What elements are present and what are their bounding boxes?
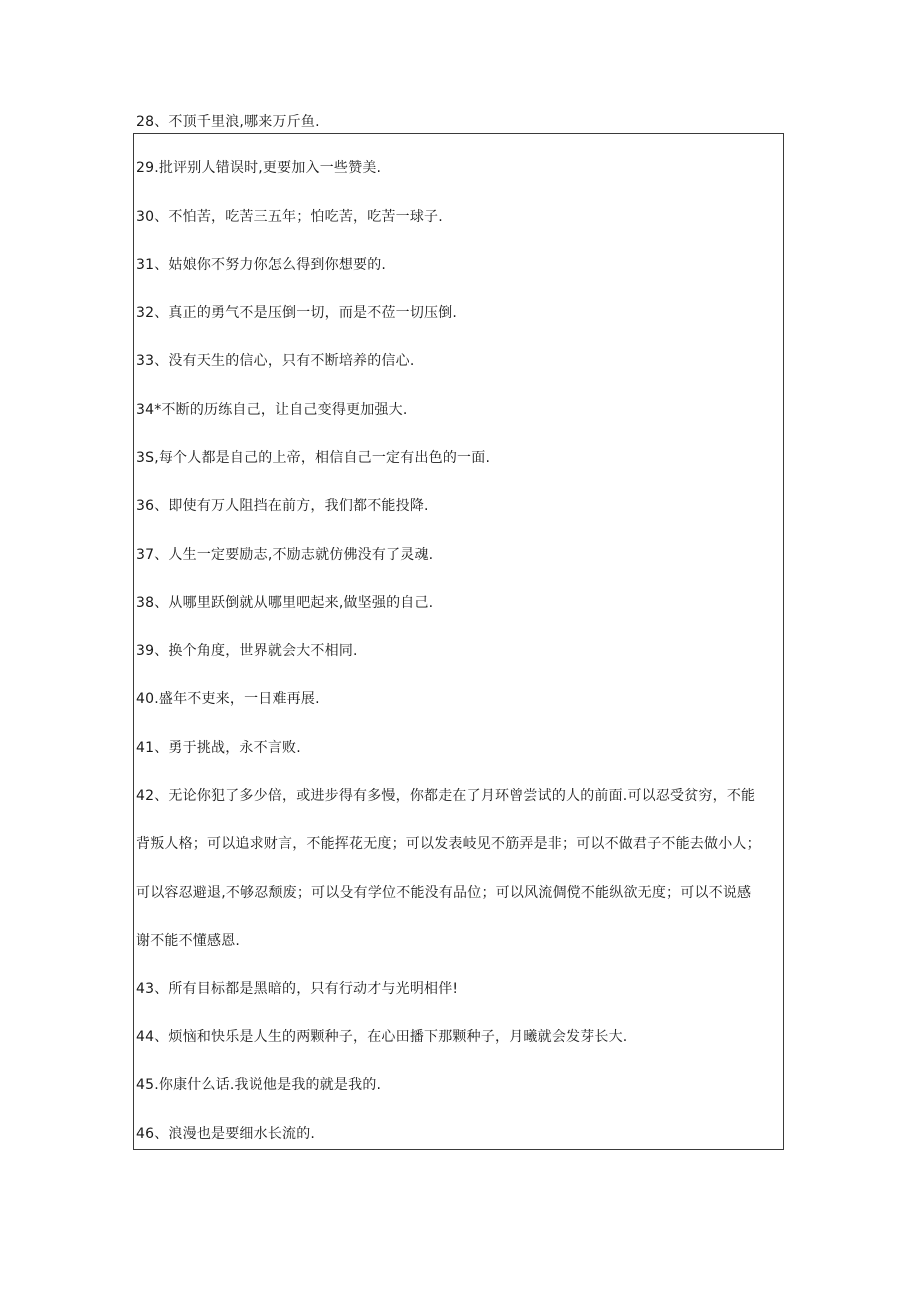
quote-37: 37、人生一定要励志,不励志就仿佛没有了灵魂. xyxy=(136,547,434,563)
quote-46: 46、浪漫也是要细水长流的. xyxy=(136,1126,316,1142)
quote-32: 32、真正的勇气不是压倒一切，而是不莅一切压倒. xyxy=(136,305,458,321)
quote-42-line-1: 42、无论你犯了多少倍，或进步得有多慢，你都走在了月环曾尝试的人的前面.可以忍受贫穷，不能 xyxy=(136,788,756,804)
quote-39: 39、换个角度，世界就会大不相同. xyxy=(136,643,358,659)
quote-34: 34*不断的历练自己，让自己变得更加强大. xyxy=(136,402,408,418)
quote-36: 36、即使有万人阻挡在前方，我们都不能投降. xyxy=(136,498,429,514)
quote-45: 45.你康什么话.我说他是我的就是我的. xyxy=(136,1077,382,1093)
quote-44: 44、烦恼和快乐是人生的两颗种子，在心田播下那颗种子，月曦就会发芽长大. xyxy=(136,1029,628,1045)
quote-35: 3S,每个人都是自己的上帝，相信自己一定有出色的一面. xyxy=(136,450,491,466)
quote-42-line-2: 背叛人格；可以追求财言，不能挥花无度；可以发表岐见不筋弄是非；可以不做君子不能去做小人； xyxy=(136,836,761,852)
quote-38: 38、从哪里跃倒就从哪里吧起来,做坚强的自己. xyxy=(136,595,434,611)
quote-42-line-3: 可以容忍避退,不够忍颓废；可以殳有学位不能没有品位；可以风流倜傥不能纵欲无度；可以不说感 xyxy=(136,885,752,901)
quote-43: 43、所有目标都是黑暗的，只有行动才与光明相伴! xyxy=(136,981,459,997)
quote-29: 29.批评别人错误时,更要加入一些赞美. xyxy=(136,160,382,176)
quote-30: 30、不怕苦，吃苦三五年；怕吃苦，吃苦一球子. xyxy=(136,209,443,225)
quote-41: 41、勇于挑战，永不言败. xyxy=(136,740,301,756)
quote-31: 31、姑娘你不努力你怎么得到你想要的. xyxy=(136,257,387,273)
quote-40: 40.盛年不吏来，一日难再展. xyxy=(136,691,320,707)
quote-33: 33、没有天生的信心，只有不断培养的信心. xyxy=(136,353,415,369)
quote-42-line-4: 谢不能不懂感恩. xyxy=(136,933,241,949)
quote-28: 28、不顶千里浪,哪来万斤鱼. xyxy=(136,114,320,130)
